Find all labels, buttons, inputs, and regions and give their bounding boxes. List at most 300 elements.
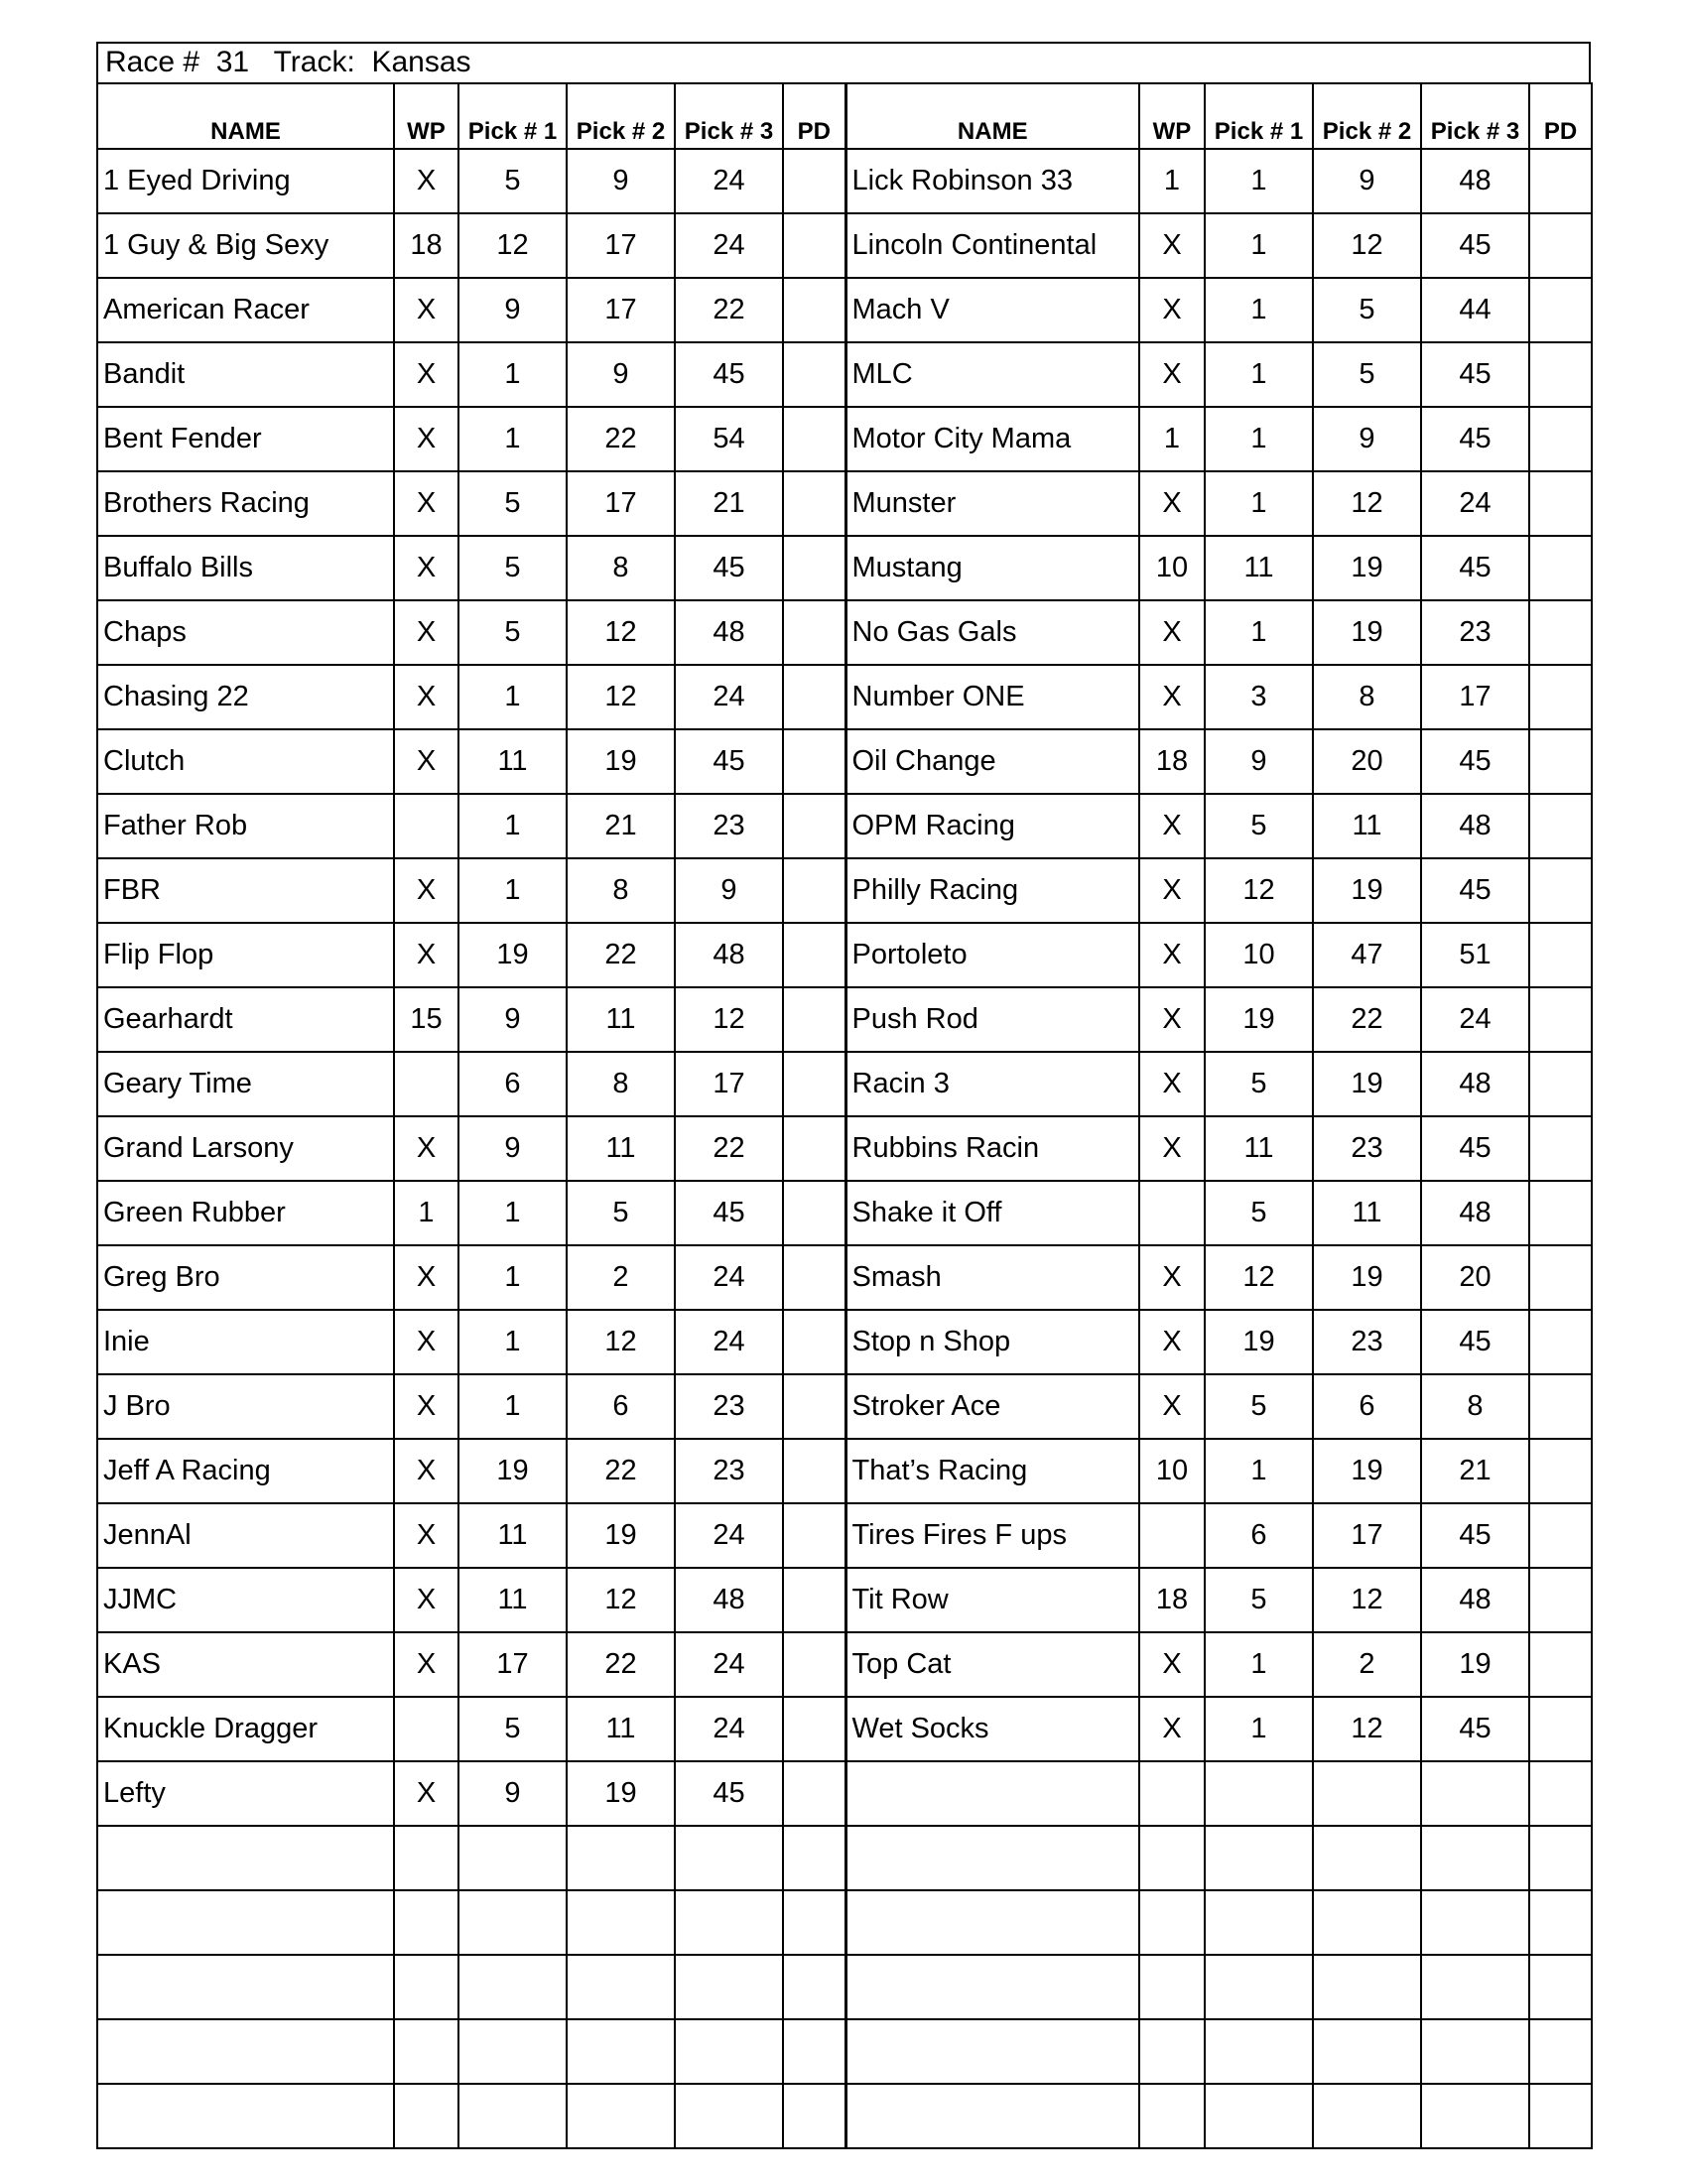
left-pick1-cell: 1 [458,342,567,407]
left-wp-cell: X [394,729,458,794]
right-pick3-cell: 45 [1421,342,1529,407]
right-pick1-cell: 1 [1205,471,1313,536]
header-row [97,83,1592,149]
left-pd-cell [783,794,845,858]
left-wp-cell: X [394,1245,458,1310]
right-pick1-cell: 11 [1205,1116,1313,1181]
right-pd-cell [1529,858,1592,923]
race-number: 31 [215,46,250,78]
table-row [97,2019,1592,2084]
table-row [97,1826,1592,1890]
right-pd-cell [1529,2084,1592,2148]
right-wp-cell: X [1139,471,1205,536]
left-pick3-cell: 24 [675,149,783,213]
left-wp-cell: X [394,1632,458,1697]
left-pick1-cell: 5 [458,471,567,536]
right-pd-cell [1529,1890,1592,1955]
left-pick1-cell: 1 [458,794,567,858]
picks-table [96,82,1593,2149]
right-name-cell: MLC [845,342,1139,407]
left-name-cell: Brothers Racing [97,471,394,536]
right-name-cell: Motor City Mama [845,407,1139,471]
left-wp-cell: X [394,471,458,536]
left-pd-cell [783,471,845,536]
right-name-cell: Tires Fires F ups [845,1503,1139,1568]
right-pick3-cell: 48 [1421,794,1529,858]
right-pick1-cell: 5 [1205,794,1313,858]
table-row [97,1310,1592,1374]
right-pick2-cell: 23 [1313,1310,1421,1374]
right-wp-cell: 18 [1139,729,1205,794]
left-pick2-cell: 19 [567,1503,675,1568]
right-pd-cell [1529,471,1592,536]
right-pick1-cell [1205,1761,1313,1826]
left-pd-cell [783,2084,845,2148]
right-pick2-cell: 22 [1313,987,1421,1052]
right-pick3-cell: 20 [1421,1245,1529,1310]
right-pick3-cell: 45 [1421,1310,1529,1374]
right-wp-cell: 10 [1139,1439,1205,1503]
right-name-cell: Stroker Ace [845,1374,1139,1439]
left-pick3-cell [675,1955,783,2019]
left-name-cell: J Bro [97,1374,394,1439]
left-name-cell: JJMC [97,1568,394,1632]
table-row [97,1181,1592,1245]
left-name-cell: 1 Eyed Driving [97,149,394,213]
left-wp-cell: X [394,149,458,213]
header-pick1-left: Pick # 1 [458,83,567,149]
right-pick3-cell: 51 [1421,923,1529,987]
left-wp-cell: X [394,1374,458,1439]
right-pick2-cell: 11 [1313,794,1421,858]
left-wp-cell: X [394,1568,458,1632]
right-wp-cell: X [1139,1245,1205,1310]
right-pick3-cell: 45 [1421,729,1529,794]
left-pick1-cell [458,1826,567,1890]
right-pick1-cell: 12 [1205,858,1313,923]
right-wp-cell: X [1139,858,1205,923]
right-name-cell: Top Cat [845,1632,1139,1697]
right-name-cell: Mustang [845,536,1139,600]
right-pick2-cell: 17 [1313,1503,1421,1568]
table-row [97,923,1592,987]
left-pd-cell [783,600,845,665]
right-wp-cell: X [1139,665,1205,729]
right-pd-cell [1529,1245,1592,1310]
left-pd-cell [783,923,845,987]
left-pick3-cell: 24 [675,1310,783,1374]
left-pick2-cell: 22 [567,1632,675,1697]
left-pick2-cell [567,2019,675,2084]
table-row [97,149,1592,213]
left-name-cell: Bent Fender [97,407,394,471]
right-pick2-cell: 12 [1313,1697,1421,1761]
left-wp-cell: 18 [394,213,458,278]
left-wp-cell: 1 [394,1181,458,1245]
right-pick1-cell: 3 [1205,665,1313,729]
left-pick3-cell: 24 [675,1245,783,1310]
right-pick3-cell [1421,1890,1529,1955]
right-pick3-cell: 19 [1421,1632,1529,1697]
left-pd-cell [783,1374,845,1439]
table-row [97,1632,1592,1697]
left-pick1-cell: 9 [458,987,567,1052]
track-name: Kansas [371,46,471,78]
left-pd-cell [783,1568,845,1632]
left-pick3-cell: 48 [675,600,783,665]
right-pick2-cell: 8 [1313,665,1421,729]
left-pick2-cell: 19 [567,729,675,794]
right-pick1-cell: 19 [1205,1310,1313,1374]
right-pick3-cell: 24 [1421,471,1529,536]
right-name-cell: Munster [845,471,1139,536]
left-pick1-cell: 11 [458,729,567,794]
table-row [97,1761,1592,1826]
right-pick3-cell: 45 [1421,1697,1529,1761]
left-pick2-cell: 22 [567,407,675,471]
left-pick2-cell: 6 [567,1374,675,1439]
right-pick1-cell: 5 [1205,1181,1313,1245]
left-name-cell: Greg Bro [97,1245,394,1310]
left-pd-cell [783,987,845,1052]
right-pd-cell [1529,536,1592,600]
right-wp-cell: X [1139,213,1205,278]
left-name-cell: Bandit [97,342,394,407]
right-pd-cell [1529,1503,1592,1568]
right-pick3-cell: 48 [1421,149,1529,213]
left-pick1-cell: 5 [458,600,567,665]
left-pick3-cell: 48 [675,923,783,987]
left-wp-cell: X [394,1310,458,1374]
right-pick3-cell: 45 [1421,213,1529,278]
left-wp-cell: 15 [394,987,458,1052]
left-pick1-cell: 19 [458,923,567,987]
left-pick3-cell: 23 [675,794,783,858]
right-pick3-cell: 23 [1421,600,1529,665]
right-pick2-cell: 12 [1313,1568,1421,1632]
right-pd-cell [1529,1761,1592,1826]
right-wp-cell: X [1139,1697,1205,1761]
right-name-cell: OPM Racing [845,794,1139,858]
left-pick2-cell: 5 [567,1181,675,1245]
right-pick2-cell: 19 [1313,1439,1421,1503]
right-pick1-cell: 5 [1205,1374,1313,1439]
header-pick2-right: Pick # 2 [1313,83,1421,149]
right-pick2-cell [1313,1761,1421,1826]
right-name-cell [845,1826,1139,1890]
left-pick3-cell: 54 [675,407,783,471]
right-pick1-cell: 1 [1205,1439,1313,1503]
header-pick1-right: Pick # 1 [1205,83,1313,149]
left-pick2-cell: 11 [567,1116,675,1181]
left-pick2-cell: 9 [567,342,675,407]
right-pd-cell [1529,149,1592,213]
left-name-cell [97,1890,394,1955]
right-pd-cell [1529,1632,1592,1697]
left-wp-cell: X [394,1439,458,1503]
right-wp-cell: X [1139,600,1205,665]
left-pick1-cell: 1 [458,1374,567,1439]
left-pick1-cell: 11 [458,1503,567,1568]
right-name-cell: No Gas Gals [845,600,1139,665]
right-pd-cell [1529,665,1592,729]
left-name-cell: Gearhardt [97,987,394,1052]
right-name-cell: Lincoln Continental [845,213,1139,278]
left-pd-cell [783,1116,845,1181]
left-pick3-cell: 22 [675,278,783,342]
right-pick2-cell: 9 [1313,407,1421,471]
right-pick1-cell: 1 [1205,213,1313,278]
table-row [97,536,1592,600]
left-name-cell: Chasing 22 [97,665,394,729]
right-pick1-cell: 9 [1205,729,1313,794]
left-pd-cell [783,729,845,794]
race-sheet [96,42,1591,2149]
table-row [97,1245,1592,1310]
left-pd-cell [783,1245,845,1310]
right-name-cell: Lick Robinson 33 [845,149,1139,213]
right-pd-cell [1529,278,1592,342]
race-title-row [96,42,1591,82]
right-pick3-cell: 45 [1421,1116,1529,1181]
right-pick2-cell [1313,2019,1421,2084]
left-pd-cell [783,1310,845,1374]
left-pick3-cell: 45 [675,1181,783,1245]
table-row [97,665,1592,729]
left-pd-cell [783,665,845,729]
left-pick2-cell [567,1955,675,2019]
left-name-cell: Jeff A Racing [97,1439,394,1503]
left-name-cell: KAS [97,1632,394,1697]
table-row [97,471,1592,536]
left-pick1-cell [458,2084,567,2148]
right-pd-cell [1529,600,1592,665]
left-pick1-cell: 6 [458,1052,567,1116]
left-pick3-cell: 21 [675,471,783,536]
left-name-cell: Geary Time [97,1052,394,1116]
right-name-cell: Tit Row [845,1568,1139,1632]
left-pd-cell [783,1826,845,1890]
left-pick1-cell: 9 [458,1116,567,1181]
table-row [97,1503,1592,1568]
right-pick2-cell: 19 [1313,1052,1421,1116]
left-name-cell: Grand Larsony [97,1116,394,1181]
right-pd-cell [1529,1697,1592,1761]
right-pick3-cell: 48 [1421,1181,1529,1245]
right-pick1-cell: 6 [1205,1503,1313,1568]
table-row [97,600,1592,665]
left-name-cell: American Racer [97,278,394,342]
left-pick1-cell: 12 [458,213,567,278]
right-pick2-cell: 9 [1313,149,1421,213]
right-name-cell [845,1955,1139,2019]
table-row [97,987,1592,1052]
right-pick3-cell: 17 [1421,665,1529,729]
left-pick2-cell [567,1890,675,1955]
right-pick3-cell [1421,2084,1529,2148]
right-wp-cell [1139,1181,1205,1245]
left-pick2-cell: 8 [567,1052,675,1116]
right-pd-cell [1529,729,1592,794]
table-row [97,342,1592,407]
table-row [97,407,1592,471]
right-pick3-cell: 45 [1421,407,1529,471]
left-name-cell [97,1826,394,1890]
table-row [97,1116,1592,1181]
right-wp-cell: X [1139,1632,1205,1697]
header-pick3-left: Pick # 3 [675,83,783,149]
left-name-cell: Lefty [97,1761,394,1826]
left-wp-cell: X [394,923,458,987]
right-pick1-cell [1205,1955,1313,2019]
left-pd-cell [783,1761,845,1826]
right-pick1-cell: 1 [1205,407,1313,471]
right-pd-cell [1529,1439,1592,1503]
right-pick2-cell: 47 [1313,923,1421,987]
left-pick1-cell: 9 [458,1761,567,1826]
right-wp-cell: X [1139,1374,1205,1439]
right-name-cell: Philly Racing [845,858,1139,923]
header-pick3-right: Pick # 3 [1421,83,1529,149]
right-pick2-cell [1313,2084,1421,2148]
left-name-cell: JennAl [97,1503,394,1568]
left-name-cell: Clutch [97,729,394,794]
left-pick2-cell: 17 [567,278,675,342]
right-wp-cell [1139,1503,1205,1568]
right-name-cell: Number ONE [845,665,1139,729]
left-pick2-cell: 21 [567,794,675,858]
left-name-cell: Chaps [97,600,394,665]
left-pick3-cell [675,1826,783,1890]
right-pick1-cell: 1 [1205,1632,1313,1697]
left-pick3-cell: 45 [675,342,783,407]
right-pd-cell [1529,987,1592,1052]
left-pick3-cell: 24 [675,1697,783,1761]
left-pd-cell [783,213,845,278]
right-wp-cell: X [1139,1310,1205,1374]
right-pick2-cell: 19 [1313,858,1421,923]
left-pick2-cell: 11 [567,987,675,1052]
left-pick1-cell: 19 [458,1439,567,1503]
left-pick3-cell: 24 [675,665,783,729]
left-pick2-cell: 9 [567,149,675,213]
right-pd-cell [1529,1374,1592,1439]
right-wp-cell [1139,1826,1205,1890]
right-pick2-cell: 12 [1313,471,1421,536]
right-pd-cell [1529,1568,1592,1632]
left-name-cell: Flip Flop [97,923,394,987]
right-pd-cell [1529,1955,1592,2019]
table-row [97,729,1592,794]
left-pick1-cell: 1 [458,858,567,923]
right-wp-cell: X [1139,794,1205,858]
left-pick3-cell [675,1890,783,1955]
right-wp-cell: X [1139,1052,1205,1116]
right-wp-cell [1139,1890,1205,1955]
left-pick2-cell: 8 [567,858,675,923]
left-pick1-cell: 1 [458,1310,567,1374]
right-wp-cell [1139,2084,1205,2148]
table-row [97,1890,1592,1955]
left-wp-cell: X [394,536,458,600]
left-pick1-cell [458,2019,567,2084]
left-name-cell: Father Rob [97,794,394,858]
table-row [97,1439,1592,1503]
right-pick2-cell: 5 [1313,342,1421,407]
left-pick3-cell: 23 [675,1374,783,1439]
left-wp-cell: X [394,600,458,665]
right-wp-cell: X [1139,923,1205,987]
left-pick1-cell: 5 [458,1697,567,1761]
left-pick1-cell: 9 [458,278,567,342]
left-wp-cell [394,2019,458,2084]
right-pick1-cell: 12 [1205,1245,1313,1310]
right-pick2-cell: 19 [1313,600,1421,665]
right-name-cell: Stop n Shop [845,1310,1139,1374]
right-pick1-cell: 5 [1205,1568,1313,1632]
right-pd-cell [1529,213,1592,278]
right-pd-cell [1529,2019,1592,2084]
right-wp-cell: X [1139,342,1205,407]
right-wp-cell: X [1139,987,1205,1052]
right-pd-cell [1529,1310,1592,1374]
right-pick3-cell: 45 [1421,1503,1529,1568]
left-pick2-cell: 12 [567,600,675,665]
left-pick1-cell: 1 [458,1245,567,1310]
right-pick3-cell: 8 [1421,1374,1529,1439]
right-pick1-cell: 1 [1205,278,1313,342]
header-wp-left: WP [394,83,458,149]
header-name-left: NAME [97,83,394,149]
left-pd-cell [783,1697,845,1761]
right-pick1-cell: 11 [1205,536,1313,600]
right-pick3-cell: 48 [1421,1052,1529,1116]
right-pick1-cell: 5 [1205,1052,1313,1116]
left-wp-cell: X [394,665,458,729]
left-pd-cell [783,1955,845,2019]
left-pd-cell [783,407,845,471]
right-pick3-cell: 24 [1421,987,1529,1052]
left-wp-cell: X [394,1503,458,1568]
right-name-cell: Mach V [845,278,1139,342]
right-name-cell [845,1761,1139,1826]
right-pick3-cell [1421,2019,1529,2084]
left-name-cell: Green Rubber [97,1181,394,1245]
header-name-right: NAME [845,83,1139,149]
right-pick1-cell: 10 [1205,923,1313,987]
left-pick3-cell [675,2019,783,2084]
right-pick3-cell: 45 [1421,536,1529,600]
left-pick2-cell: 11 [567,1697,675,1761]
table-row [97,1374,1592,1439]
header-pick2-left: Pick # 2 [567,83,675,149]
left-pd-cell [783,342,845,407]
left-pd-cell [783,858,845,923]
right-wp-cell [1139,2019,1205,2084]
right-wp-cell: X [1139,278,1205,342]
left-name-cell [97,2084,394,2148]
table-row [97,1697,1592,1761]
left-wp-cell: X [394,407,458,471]
left-pd-cell [783,149,845,213]
right-pd-cell [1529,1052,1592,1116]
left-name-cell: Knuckle Dragger [97,1697,394,1761]
left-wp-cell [394,1052,458,1116]
table-row [97,1052,1592,1116]
right-pick1-cell: 1 [1205,600,1313,665]
header-pd-right: PD [1529,83,1592,149]
right-pd-cell [1529,342,1592,407]
